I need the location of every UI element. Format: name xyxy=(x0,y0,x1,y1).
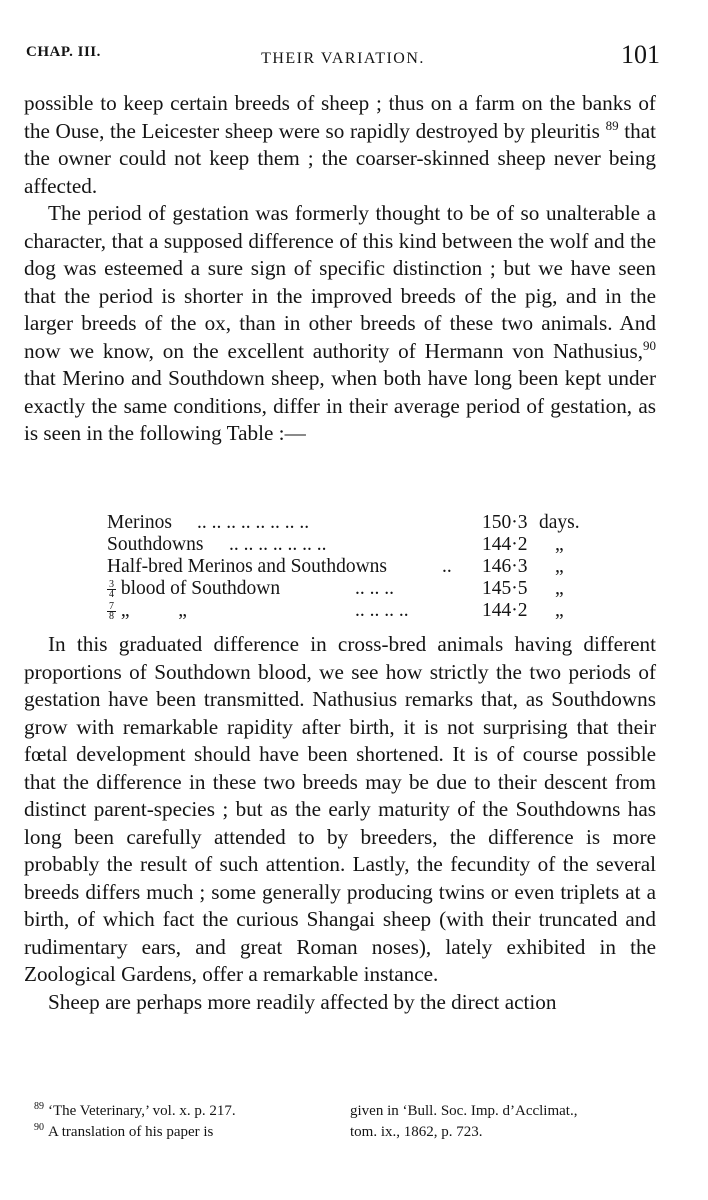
footnote-90: $^{90}$ A translation of his paper is xyxy=(34,1122,214,1140)
table-row xyxy=(107,578,627,600)
row-unit: days. xyxy=(539,512,580,533)
text-block-lower xyxy=(24,631,656,1016)
row-label: $\frac{3}{4}$ blood of Southdown xyxy=(109,578,281,601)
page-number: 101 xyxy=(621,40,660,69)
leader-dots: .. .. .. .. xyxy=(355,600,409,621)
row-label: Southdowns xyxy=(107,534,204,555)
running-header xyxy=(26,40,660,80)
footnote-ref-90: 90 xyxy=(643,337,656,353)
footnote-ref-89: 89 xyxy=(605,117,619,133)
gestation-table xyxy=(107,512,627,622)
table-row xyxy=(107,534,627,556)
row-label: Half-bred Merinos and Southdowns xyxy=(107,556,387,577)
leader-dots: .. .. .. xyxy=(355,578,394,599)
row-value: 144·2 xyxy=(482,534,528,555)
leader-dots: .. xyxy=(442,556,452,577)
paragraph-sheep-disease: possible to keep certain breeds of sheep ; thus on a farm on the banks of the Ouse, the Leicester sheep were so rapidly destroyed by pleuritis $^{89}$ that the owner could not keep them ; the coarser-skinned sheep never being affected. xyxy=(24,91,656,198)
footnote-continuation: given in ‘Bull. Soc. Imp. d’Acclimat., xyxy=(350,1103,578,1119)
table-row xyxy=(107,600,627,622)
table-row xyxy=(107,556,627,578)
row-unit: „ xyxy=(555,600,564,621)
row-value: 150·3 xyxy=(482,512,528,533)
running-title: THEIR VARIATION. xyxy=(261,50,425,67)
chapter-label: CHAP. III. xyxy=(26,44,101,60)
row-value: 146·3 xyxy=(482,556,528,577)
paragraph-gestation: The period of gestation was formerly thought to be of so unalterable a character, that a supposed difference of this kind between the wolf and the dog was esteemed a sure sign of specific distinction ; but we have seen that the period is shorter in the improved breeds of the pig, and in the larger breeds of the ox, than in other breeds of these two animals. And now we know, on the excellent authority of Hermann von Nathusius,$^{90}$ that Merino and Southdown sheep, when both have long been kept under exactly the same conditions, differ in their average period of gestation, as is seen in the following Table :— xyxy=(24,201,656,445)
table-row xyxy=(107,512,627,534)
leader-dots: .. .. .. .. .. .. .. .. xyxy=(197,512,310,533)
row-unit: „ xyxy=(555,556,564,577)
row-label: $\frac{7}{8}$ „ „ xyxy=(109,600,187,623)
footnotes-right-column xyxy=(350,1101,664,1143)
paragraph-sheep-action: Sheep are perhaps more readily affected by the direct action xyxy=(48,989,557,1014)
footnote-continuation: tom. ix., 1862, p. 723. xyxy=(350,1124,483,1140)
paragraph-graduated-difference: In this graduated difference in cross-bred animals having different proportions of Southdown blood, we see how strictly the two periods of gestation have been transmitted. Nathusius remarks that, as Southdowns grow with remarkable rapidity after birth, it is not surprising that their fœtal development should have been shortened. It is of course possible that the difference in these two breeds may be due to their descent from distinct parent-species ; but as the early maturity of the Southdowns has long been carefully attended to by breeders, the difference is more probably the result of such attention. Lastly, the fecundity of the several breeds differs much ; some generally producing twins or even triplets at a birth, of which fact the curious Shangai sheep (with their truncated and rudimentary ears, and great Roman noses), lately exhibited in the Zoological Gardens, offer a remarkable instance. xyxy=(24,632,656,986)
footnotes-left-column xyxy=(34,1101,334,1143)
row-unit: „ xyxy=(555,578,564,599)
footnote-89: $^{89}$ ‘The Veterinary,’ vol. x. p. 217. xyxy=(34,1101,236,1119)
row-value: 144·2 xyxy=(482,600,528,621)
row-label: Merinos xyxy=(107,512,172,533)
leader-dots: .. .. .. .. .. .. .. xyxy=(229,534,327,555)
fraction: $\frac{7}{8}$ xyxy=(109,601,114,623)
row-value: 145·5 xyxy=(482,578,528,599)
row-unit: „ xyxy=(555,534,564,555)
text-block-upper xyxy=(24,90,656,448)
fraction: $\frac{3}{4}$ xyxy=(109,579,114,601)
